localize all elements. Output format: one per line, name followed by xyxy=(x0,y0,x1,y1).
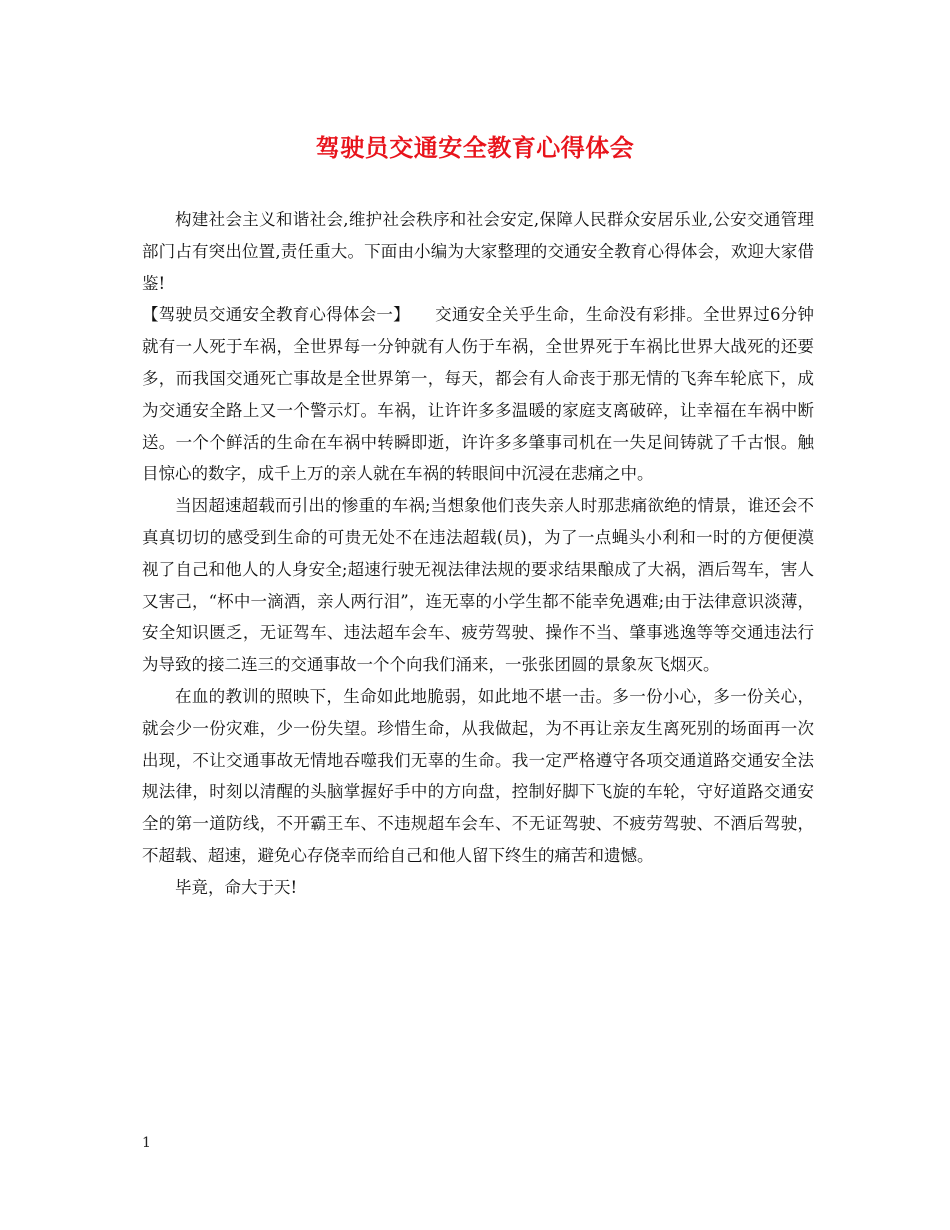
paragraph-lesson: 在血的教训的照映下，生命如此地脆弱，如此地不堪一击。多一份小心，多一份关心，就会少一份灾难，少一份失望。珍惜生命，从我做起，为不再让亲友生离死别的场面再一次出现，不让交通事故无情地吞噬我们无辜的生命。我一定严格遵守各项交通道路交通安全法规法律，时刻以清醒的头脑掌握好手中的方向盘，控制好脚下飞旋的车轮，守好道路交通安全的第一道防线，不开霸王车、不违规超车会车、不无证驾驶、不疲劳驾驶、不酒后驾驶，不超载、超速，避免心存侥幸而给自己和他人留下终生的痛苦和遗憾。 xyxy=(142,686,814,865)
paragraph-section-one: 【驾驶员交通安全教育心得体会一】 交通安全关乎生命，生命没有彩排。全世界过6分钟就有一人死于车祸，全世界每一分钟就有人伤于车祸，全世界死于车祸比世界大战死的还要多，而我国交通死亡事故是全世界第一，每天，都会有人命丧于那无情的飞奔车轮底下，成为交通安全路上又一个警示灯。车祸，让许许多多温暖的家庭支离破碎，让幸福在车祸中断送。一个个鲜活的生命在车祸中转瞬即逝，许许多多肇事司机在一失足间铸就了千古恨。触目惊心的数字，成千上万的亲人就在车祸的转眼间中沉浸在悲痛之中。 xyxy=(142,305,814,484)
page-title: 驾驶员交通安全教育心得体会 xyxy=(315,134,635,162)
paragraph-intro: 构建社会主义和谐社会,维护社会秩序和社会安定,保障人民群众安居乐业,公安交通管理部门占有突出位置,责任重大。下面由小编为大家整理的交通安全教育心得体会，欢迎大家借鉴! xyxy=(142,210,814,293)
page-number: 1 xyxy=(142,1135,151,1151)
document-body xyxy=(142,204,814,904)
paragraph-closing: 毕竟，命大于天! xyxy=(175,877,298,897)
paragraph-speeding: 当因超速超载而引出的惨重的车祸;当想象他们丧失亲人时那悲痛欲绝的情景，谁还会不真真切切的感受到生命的可贵无处不在违法超载(员)，为了一点蝇头小利和一时的方便便漠视了自己和他人的人身安全;超速行驶无视法律法规的要求结果酿成了大祸，酒后驾车，害人又害己，“杯中一滴酒，亲人两行泪”，连无辜的小学生都不能幸免遇难;由于法律意识淡薄，安全知识匮乏，无证驾车、违法超车会车、疲劳驾驶、操作不当、肇事逃逸等等交通违法行为导致的接二连三的交通事故一个个向我们涌来，一张张团圆的景象灰飞烟灭。 xyxy=(142,496,814,675)
